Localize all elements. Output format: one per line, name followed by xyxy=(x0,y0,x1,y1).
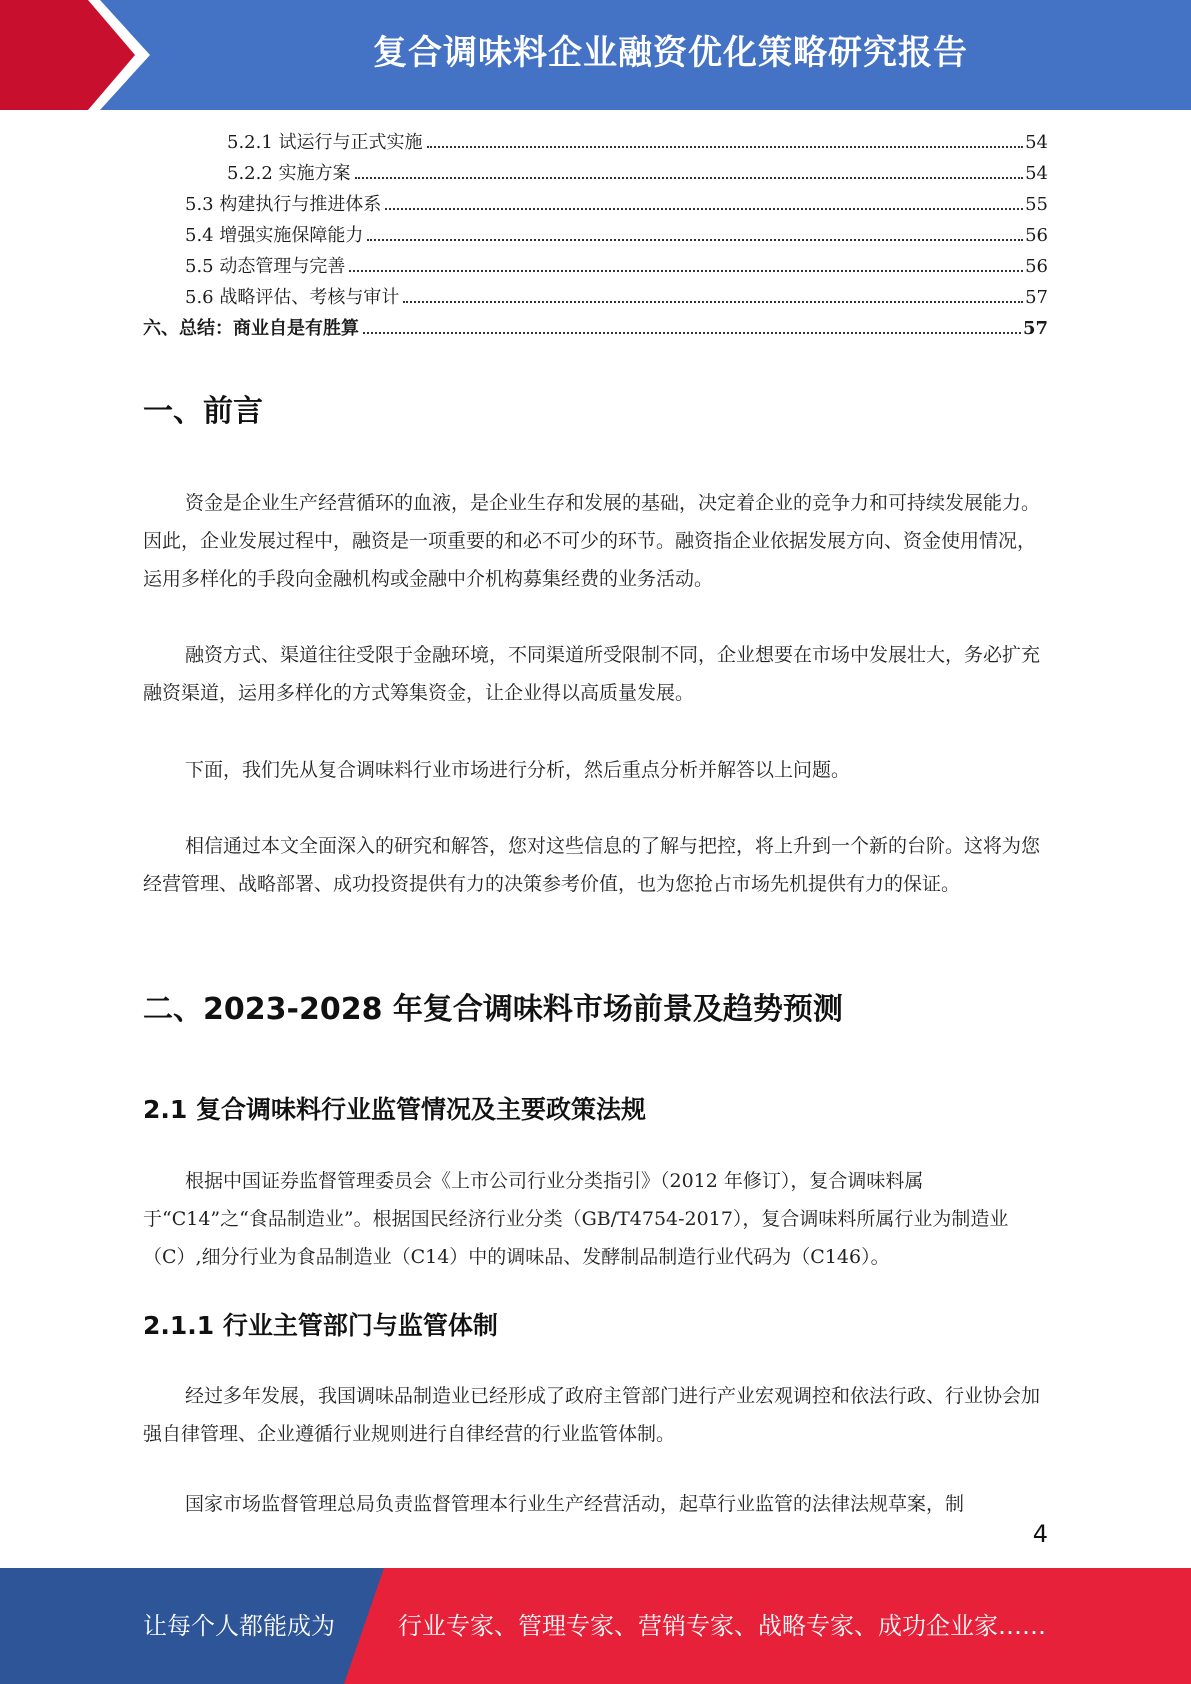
toc-entry[interactable] xyxy=(143,314,1048,345)
toc-entry-label: 5.2.2 实施方案 xyxy=(227,163,351,184)
toc-entry-page: 56 xyxy=(1025,256,1048,277)
subsection-heading-regulation: 2.1 复合调味料行业监管情况及主要政策法规 xyxy=(143,1095,646,1124)
toc-entry-page: 54 xyxy=(1025,132,1048,153)
body-paragraph: 融资方式、渠道往往受限于金融环境，不同渠道所受限制不同，企业想要在市场中发展壮大，务必扩充融资渠道，运用多样化的方式筹集资金，让企业得以高质量发展。 xyxy=(143,644,1041,704)
section-heading-forecast: 二、2023-2028 年复合调味料市场前景及趋势预测 xyxy=(143,992,843,1027)
toc-entry-label: 5.2.1 试运行与正式实施 xyxy=(227,132,423,153)
toc-entry[interactable] xyxy=(143,252,1048,283)
toc-leader-dots xyxy=(403,301,1023,303)
page-header xyxy=(0,0,1191,110)
section-heading-preface: 一、前言 xyxy=(143,394,263,429)
toc-leader-dots xyxy=(367,239,1023,241)
body-paragraph: 国家市场监督管理总局负责监督管理本行业生产经营活动，起草行业监管的法律法规草案，制 xyxy=(185,1493,965,1515)
body-paragraph: 根据中国证券监督管理委员会《上市公司行业分类指引》（2012 年修订），复合调味料属于“C14”之“食品制造业”。根据国民经济行业分类（GB/T4754-2017），复合调味料所属行业为制造业（C）,细分行业为食品制造业（C14）中的调味品、发酵制品制造行业代码为（C146）。 xyxy=(143,1170,1009,1268)
toc-entry-label: 六、总结：商业自是有胜算 xyxy=(143,318,359,339)
toc-entry[interactable] xyxy=(143,128,1048,159)
report-title: 复合调味料企业融资优化策略研究报告 xyxy=(373,33,968,73)
footer-slogan-right: 行业专家、管理专家、营销专家、战略专家、成功企业家…… xyxy=(398,1612,1046,1640)
toc-entry-page: 56 xyxy=(1025,225,1048,246)
table-of-contents xyxy=(143,128,1048,345)
toc-entry-label: 5.6 战略评估、考核与审计 xyxy=(185,287,400,308)
toc-leader-dots xyxy=(363,332,1021,334)
toc-entry-page: 57 xyxy=(1022,318,1048,339)
toc-entry[interactable] xyxy=(143,190,1048,221)
body-paragraph: 相信通过本文全面深入的研究和解答，您对这些信息的了解与把控，将上升到一个新的台阶。这将为您经营管理、战略部署、成功投资提供有力的决策参考价值，也为您抢占市场先机提供有力的保证。 xyxy=(143,835,1041,895)
toc-entry-page: 55 xyxy=(1025,194,1048,215)
toc-leader-dots xyxy=(385,208,1023,210)
header-red-chevron xyxy=(0,0,160,110)
toc-entry-page: 57 xyxy=(1025,287,1048,308)
toc-entry[interactable] xyxy=(143,159,1048,190)
toc-leader-dots xyxy=(349,270,1023,272)
page-number: 4 xyxy=(1032,1520,1048,1548)
toc-entry-page: 54 xyxy=(1025,163,1048,184)
toc-entry-label: 5.4 增强实施保障能力 xyxy=(185,225,364,246)
toc-leader-dots xyxy=(355,177,1024,179)
body-paragraph: 经过多年发展，我国调味品制造业已经形成了政府主管部门进行产业宏观调控和依法行政、行业协会加强自律管理、企业遵循行业规则进行自律经营的行业监管体制。 xyxy=(143,1385,1041,1445)
footer-slogan-left: 让每个人都能成为 xyxy=(143,1612,335,1640)
body-paragraph: 下面，我们先从复合调味料行业市场进行分析，然后重点分析并解答以上问题。 xyxy=(185,759,851,781)
toc-leader-dots xyxy=(427,146,1024,148)
toc-entry[interactable] xyxy=(143,221,1048,252)
page-footer xyxy=(0,1568,1191,1684)
toc-entry-label: 5.5 动态管理与完善 xyxy=(185,256,346,277)
toc-entry-label: 5.3 构建执行与推进体系 xyxy=(185,194,382,215)
toc-entry[interactable] xyxy=(143,283,1048,314)
subsection-heading-authority: 2.1.1 行业主管部门与监管体制 xyxy=(143,1311,498,1340)
body-paragraph: 资金是企业生产经营循环的血液，是企业生存和发展的基础，决定着企业的竞争力和可持续发展能力。因此，企业发展过程中，融资是一项重要的和必不可少的环节。融资指企业依据发展方向、资金使用情况，运用多样化的手段向金融机构或金融中介机构募集经费的业务活动。 xyxy=(143,492,1041,590)
